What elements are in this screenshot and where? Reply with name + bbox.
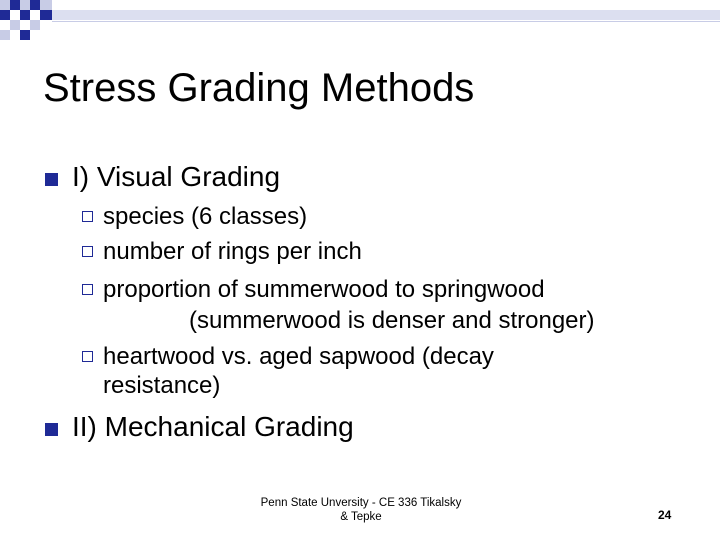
hollow-square-bullet-icon [82,246,93,257]
sub-bullet-text: heartwood vs. aged sapwood (decay [103,343,494,370]
header-stripe [52,10,720,20]
slide-footer [236,496,486,524]
sub-bullet-text: species (6 classes) [103,203,308,230]
hollow-square-bullet-icon [82,211,93,222]
header-stripe-line [52,21,720,22]
bullet-text: II) Mechanical Grading [72,411,354,442]
sub-bullet-text: number of rings per inch [103,238,362,265]
footer-line-1: Penn State Unversity - CE 336 Tikalsky [260,497,462,509]
slide-title: Stress Grading Methods [43,66,475,110]
hollow-square-bullet-icon [82,351,93,362]
decorative-checker-pattern [0,0,52,40]
page-number: 24 [658,508,672,522]
footer-line-2: & Tepke [340,511,382,523]
square-bullet-icon [45,423,58,436]
hollow-square-bullet-icon [82,284,93,295]
sub-bullet-text: (summerwood is denser and stronger) [189,307,595,334]
sub-bullet-text: proportion of summerwood to springwood [103,276,545,303]
square-bullet-icon [45,173,58,186]
bullet-text: I) Visual Grading [72,161,281,192]
sub-bullet-text: resistance) [103,372,221,399]
